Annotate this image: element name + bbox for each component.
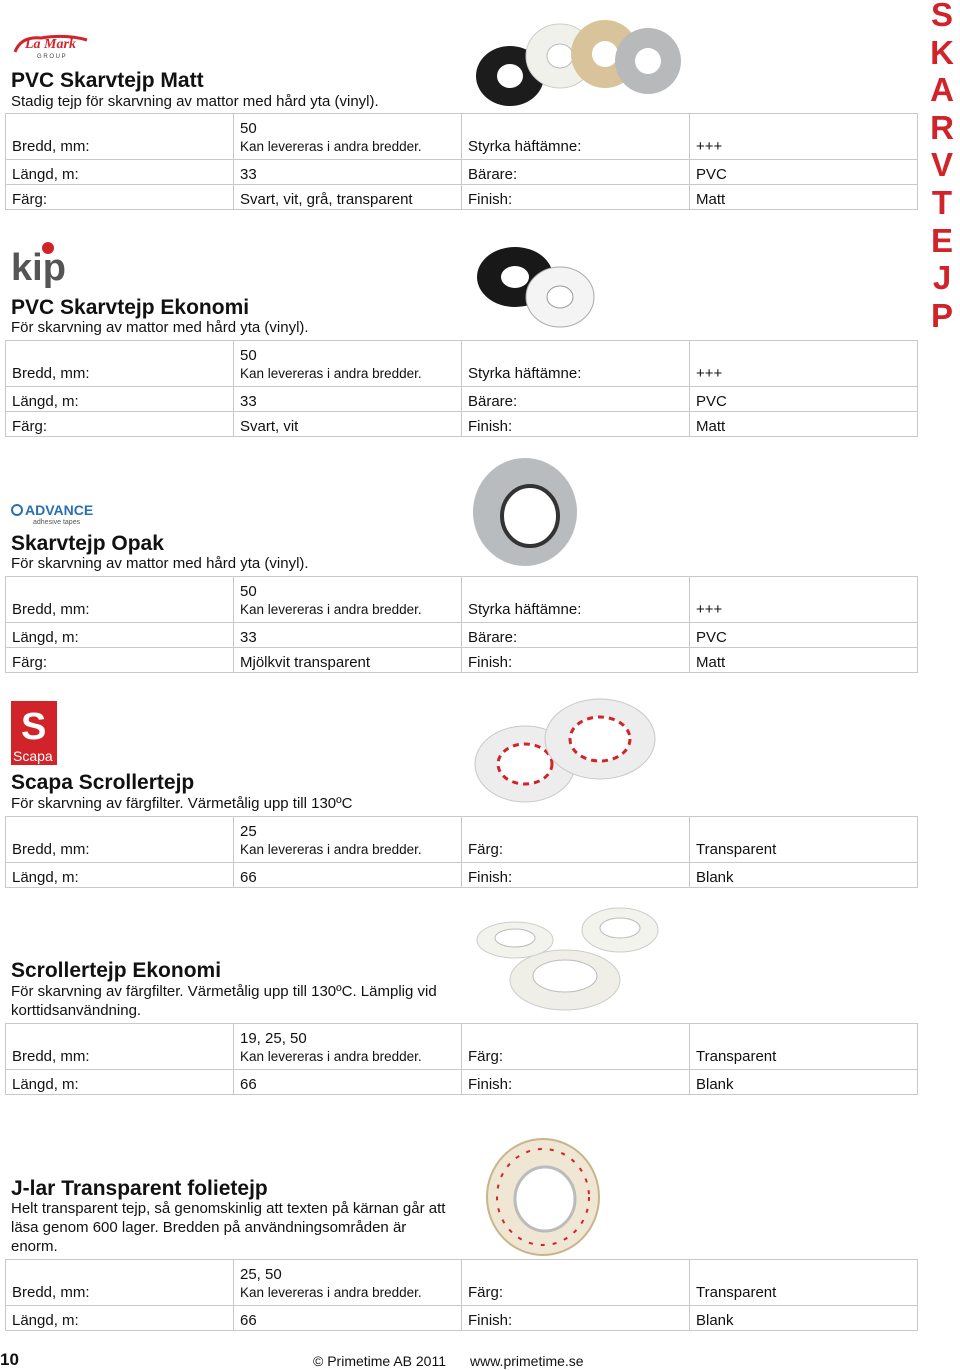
spec-row [6,185,918,210]
spec-label: Färg: [6,412,234,437]
spec-label: Bredd, mm: [6,114,234,160]
spec-value: Matt [690,185,918,210]
spec-value: Mjölkvit transparent [234,648,462,673]
spec-row [6,387,918,412]
spec-value: 66 [234,1306,462,1331]
spec-value: 33 [234,160,462,185]
svg-text:S: S [21,706,47,748]
spec-table [5,816,918,888]
spec-value: 25 Kan levereras i andra bredder. [234,817,462,863]
product-description: Helt transparent tejp, så genomskinlig att texten på kärnan går att läsa genom 600 lager. Bredden på användningsområden är enorm. [11,1200,446,1255]
spec-row [6,623,918,648]
spec-label: Längd, m: [6,623,234,648]
spec-value: Transparent [690,817,918,863]
side-letter: E [930,221,953,259]
spec-label: Finish: [462,863,690,888]
spec-label: Finish: [462,648,690,673]
product-title: J-lar Transparent folietejp [11,1177,268,1200]
side-letter: S [930,0,953,33]
svg-text:ADVANCE: ADVANCE [25,502,94,518]
spec-value: 50 Kan levereras i andra bredder. [234,577,462,623]
product-description: För skarvning av mattor med hård yta (vinyl). [11,319,309,336]
spec-label: Färg: [6,648,234,673]
product-title: Scrollertejp Ekonomi [11,959,222,982]
tape-roll-photo [485,1135,605,1260]
product-title: Skarvtejp Opak [11,532,164,555]
spec-value: Blank [690,1070,918,1095]
spec-label: Finish: [462,412,690,437]
side-title-skarvtejp [927,0,957,334]
spec-label: Färg: [6,185,234,210]
spec-label: Bärare: [462,387,690,412]
product-description: Stadig tejp för skarvning av mattor med hård yta (vinyl). [11,93,379,110]
spec-row [6,863,918,888]
spec-value: Blank [690,863,918,888]
side-letter: K [930,33,954,71]
spec-label: Finish: [462,1306,690,1331]
svg-text:G R O U P: G R O U P [37,54,66,60]
spec-label: Längd, m: [6,1306,234,1331]
side-letter: T [931,183,953,221]
tape-rolls-photo [470,6,685,106]
spec-label: Styrka häftämne: [462,341,690,387]
spec-row [6,341,918,387]
product-description: För skarvning av färgfilter. Värmetålig upp till 130ºC. Lämplig vid korttidsanvändning. [11,983,437,1019]
tape-rolls-photo [470,232,600,332]
spec-label: Bredd, mm: [6,817,234,863]
side-letter: A [930,71,954,109]
spec-value: 25, 50 Kan levereras i andra bredder. [234,1260,462,1306]
spec-table [5,576,918,673]
spec-value: Svart, vit, grå, transparent [234,185,462,210]
svg-text:kip: kip [11,247,66,288]
product-title: PVC Skarvtejp Ekonomi [11,296,250,319]
spec-value: 50 Kan levereras i andra bredder. [234,114,462,160]
product-description: För skarvning av färgfilter. Värmetålig upp till 130ºC [11,795,353,812]
spec-row [6,577,918,623]
spec-row [6,648,918,673]
spec-value: Matt [690,412,918,437]
spec-row [6,1306,918,1331]
spec-row [6,1070,918,1095]
spec-label: Färg: [462,1260,690,1306]
spec-label: Styrka häftämne: [462,577,690,623]
spec-table [5,113,918,210]
spec-value: Matt [690,648,918,673]
spec-label: Finish: [462,1070,690,1095]
tape-rolls-photo [470,900,665,1018]
spec-label: Färg: [462,1024,690,1070]
spec-value: 33 [234,387,462,412]
spec-label: Längd, m: [6,1070,234,1095]
svg-text:adhesive tapes: adhesive tapes [33,519,81,526]
spec-label: Längd, m: [6,160,234,185]
side-letter: J [932,259,952,297]
svg-text:La Mark: La Mark [25,37,76,52]
svg-text:Scapa: Scapa [13,748,53,764]
spec-label: Finish: [462,185,690,210]
spec-value: +++ [690,341,918,387]
spec-row [6,1024,918,1070]
tape-roll-photo [470,456,585,571]
spec-value: +++ [690,577,918,623]
side-letter: P [930,296,953,334]
la-mark-logo [11,28,91,60]
scapa-logo [11,701,57,765]
spec-value: 33 [234,623,462,648]
product-title: PVC Skarvtejp Matt [11,69,204,92]
spec-value: PVC [690,623,918,648]
spec-label: Längd, m: [6,387,234,412]
spec-label: Bärare: [462,623,690,648]
spec-value: 66 [234,1070,462,1095]
footer-url-link[interactable]: www.primetime.se [470,1353,584,1369]
spec-label: Bredd, mm: [6,341,234,387]
spec-label: Bredd, mm: [6,1024,234,1070]
side-letter: V [930,146,953,184]
spec-row [6,412,918,437]
spec-table [5,340,918,437]
spec-row [6,1260,918,1306]
spec-label: Bärare: [462,160,690,185]
footer-copyright: © Primetime AB 2011 [313,1353,446,1369]
spec-table [5,1259,918,1331]
spec-value: +++ [690,114,918,160]
spec-value: 66 [234,863,462,888]
spec-label: Styrka häftämne: [462,114,690,160]
tape-rolls-photo [470,694,665,809]
product-description: För skarvning av mattor med hård yta (vinyl). [11,555,309,572]
spec-value: PVC [690,387,918,412]
kip-logo [11,240,91,288]
spec-row [6,160,918,185]
spec-value: Transparent [690,1260,918,1306]
spec-label: Bredd, mm: [6,1260,234,1306]
advance-logo [11,500,95,526]
spec-value: Blank [690,1306,918,1331]
page-number: 10 [0,1350,19,1369]
spec-value: PVC [690,160,918,185]
spec-row [6,817,918,863]
product-title: Scapa Scrollertejp [11,771,195,794]
spec-row [6,114,918,160]
spec-value: Svart, vit [234,412,462,437]
spec-label: Längd, m: [6,863,234,888]
spec-table [5,1023,918,1095]
side-letter: R [930,108,954,146]
spec-value: 19, 25, 50 Kan levereras i andra bredder. [234,1024,462,1070]
spec-value: 50 Kan levereras i andra bredder. [234,341,462,387]
spec-label: Bredd, mm: [6,577,234,623]
spec-label: Färg: [462,817,690,863]
spec-value: Transparent [690,1024,918,1070]
